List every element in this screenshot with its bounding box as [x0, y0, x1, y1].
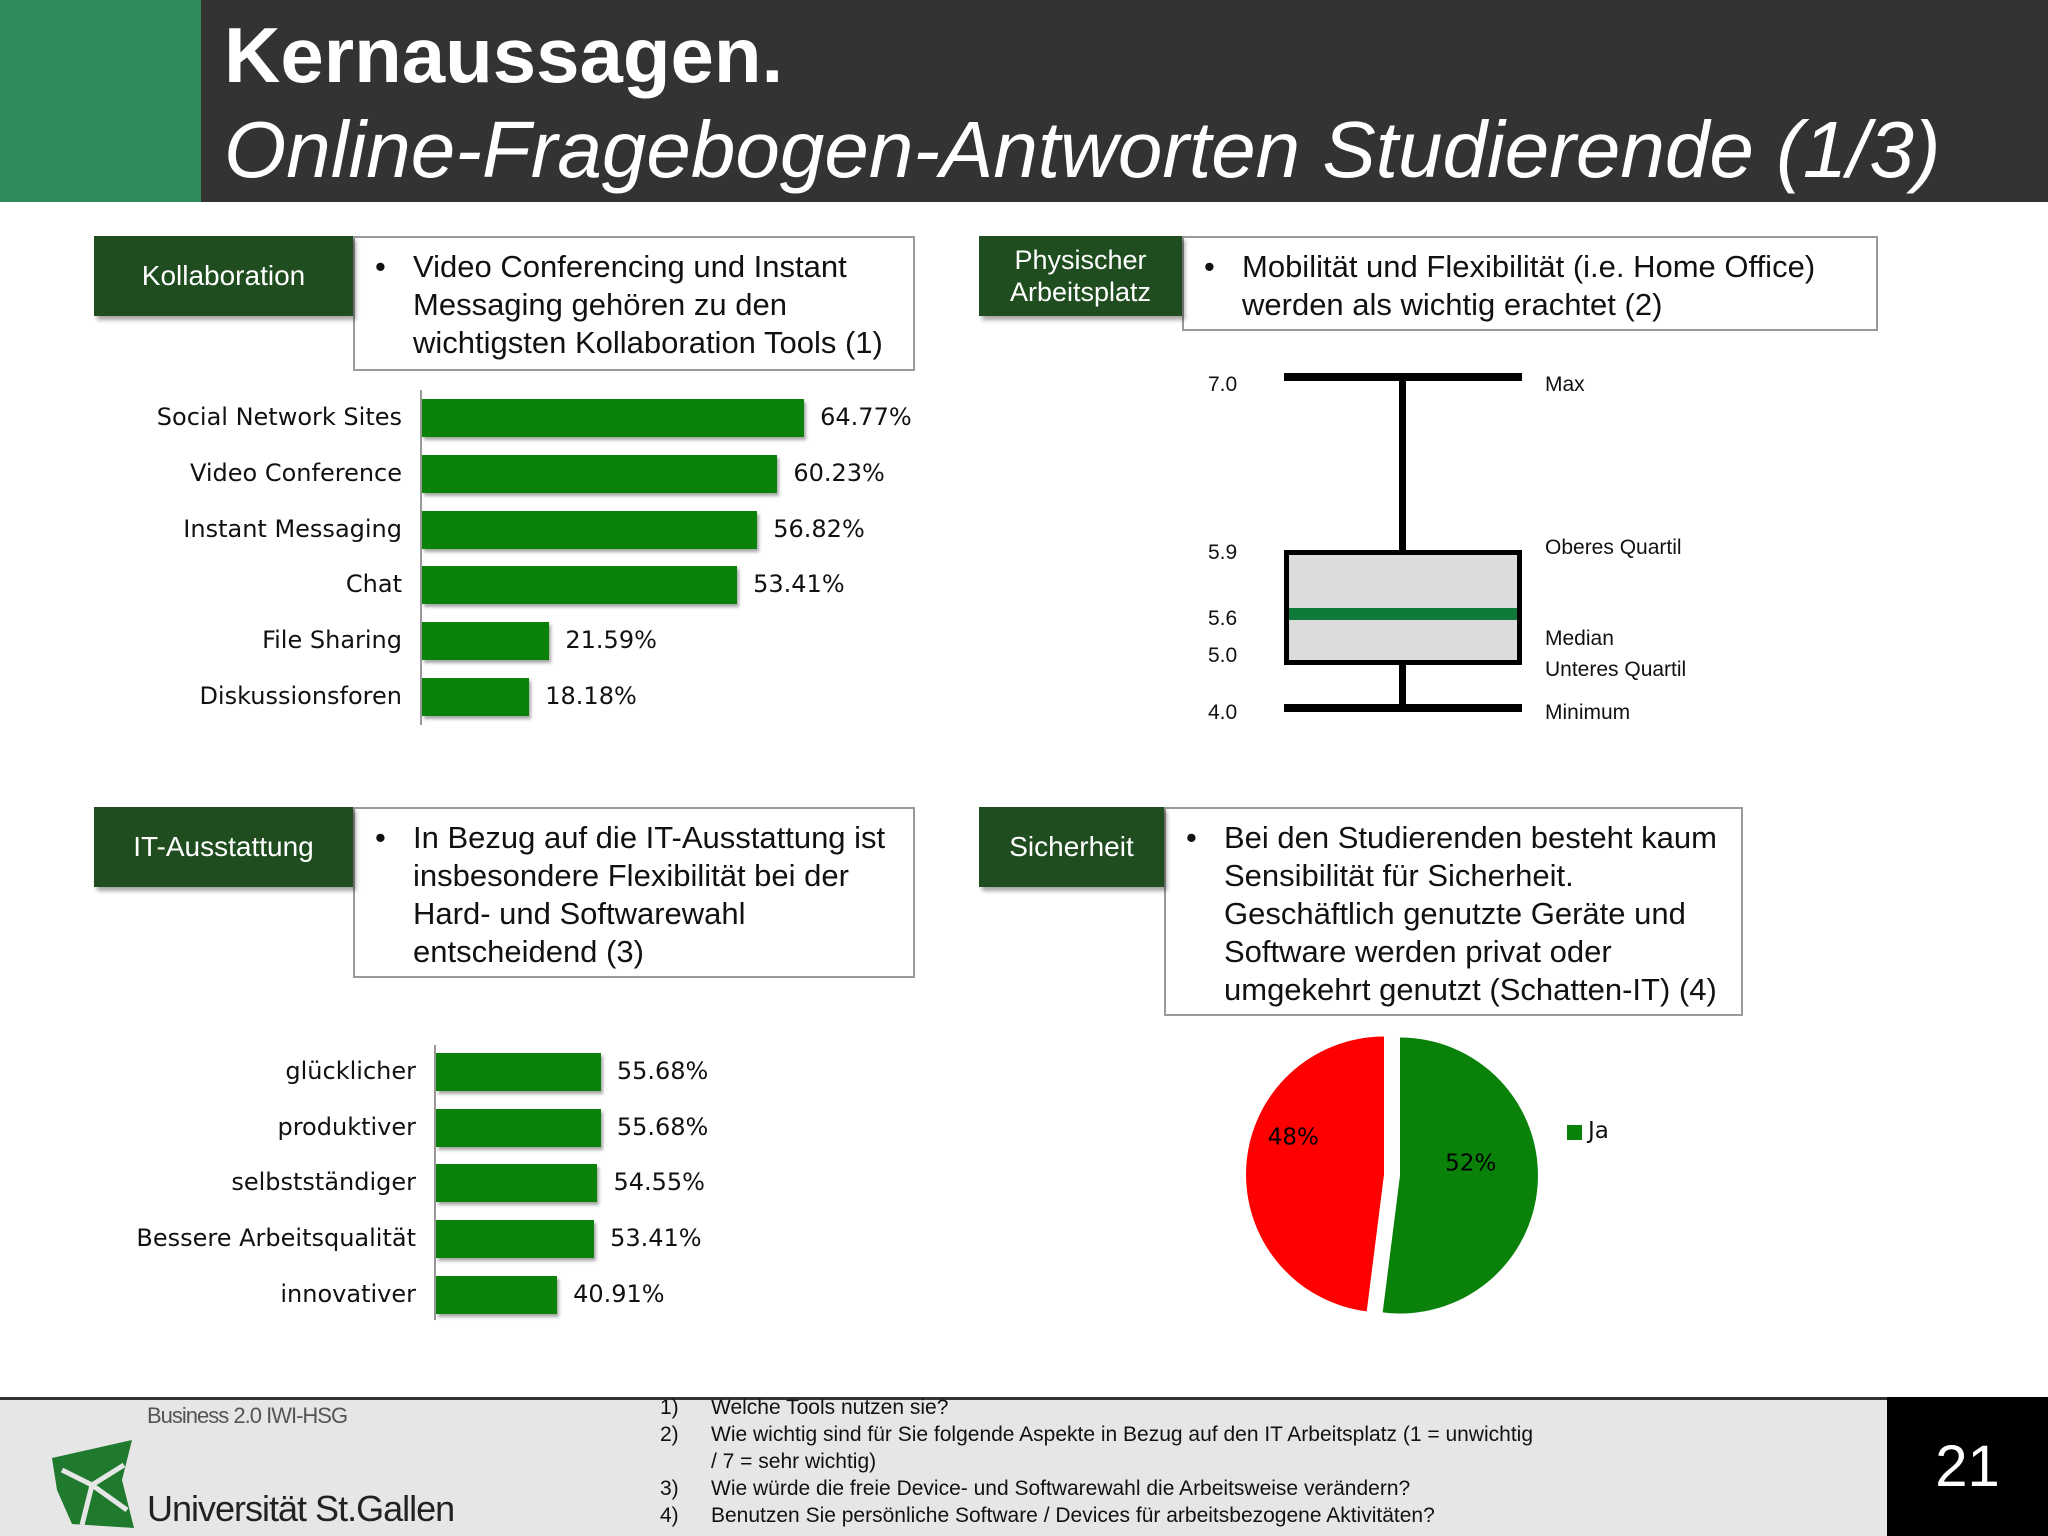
data-label: 53.41% — [610, 1224, 702, 1253]
page-subtitle: Online-Fragebogen-Antworten Studierende (1/3) — [224, 105, 1941, 194]
it-text: In Bezug auf die IT-Ausstattung ist insbesondere Flexibilität bei der Hard- und Softwarewahl entscheidend (3) — [413, 820, 886, 969]
bullet: • — [1204, 249, 1215, 284]
page-title: Kernaussagen. — [224, 11, 784, 99]
question-number: 3) — [660, 1477, 679, 1500]
boxplot-min-cap — [1284, 704, 1522, 712]
it-label: IT-Ausstattung — [94, 807, 353, 887]
sicherheit-label: Sicherheit — [979, 807, 1164, 887]
category-label: Chat — [345, 570, 402, 599]
footer-question — [660, 1448, 1660, 1475]
tick-label: 5.6 — [1208, 607, 1238, 630]
bar — [422, 566, 737, 604]
kollaboration-textbox — [353, 236, 915, 371]
legend-swatch-ja — [1567, 1125, 1582, 1140]
data-label: 56.82% — [773, 514, 865, 543]
bar — [422, 399, 804, 437]
bullet: • — [375, 249, 386, 284]
arbeitsplatz-text: Mobilität und Flexibilität (i.e. Home Office) werden als wichtig erachtet (2) — [1242, 249, 1816, 322]
tick-label: 4.0 — [1208, 701, 1238, 724]
header-accent — [0, 0, 201, 202]
pie-slice — [1246, 1036, 1384, 1311]
footer-questions — [660, 1394, 1660, 1529]
data-label: 18.18% — [545, 682, 637, 710]
slice-label: 48% — [1267, 1124, 1319, 1151]
legend-label-ja: Ja — [1588, 1118, 1609, 1144]
category-label: Diskussionsforen — [199, 682, 402, 710]
bullet: • — [375, 820, 386, 855]
boxplot-upper-whisker — [1399, 377, 1406, 552]
data-label: 60.23% — [793, 458, 885, 487]
tick-label: 7.0 — [1208, 373, 1238, 396]
annotation: Oberes Quartil — [1545, 536, 1682, 559]
data-label: 55.68% — [616, 1057, 709, 1085]
bar — [422, 455, 777, 493]
boxplot-lower-whisker — [1399, 663, 1406, 708]
chart-axis — [420, 390, 422, 725]
bar — [436, 1164, 597, 1202]
question-number: 1) — [660, 1396, 679, 1419]
arbeitsplatz-textbox — [1182, 236, 1878, 331]
data-label: 53.41% — [753, 570, 845, 599]
footer-brand: Business 2.0 IWI-HSG — [147, 1403, 348, 1428]
question-number: 2) — [660, 1423, 679, 1446]
sicherheit-text: Bei den Studierenden besteht kaum Sensibilität für Sicherheit. Geschäftlich genutzte Geräte und Software werden privat oder umgekehrt genutzt (Schatten-IT) (4) — [1224, 820, 1717, 1007]
data-label: 40.91% — [573, 1279, 665, 1308]
data-label: 55.68% — [616, 1112, 709, 1141]
data-label: 54.55% — [613, 1168, 705, 1197]
page-number: 21 — [1887, 1397, 2048, 1536]
bar — [436, 1220, 594, 1258]
annotation: Max — [1545, 373, 1585, 396]
data-label: 21.59% — [565, 626, 657, 655]
question-text: Wie würde die freie Device- und Softwarewahl die Arbeitsweise verändern? — [711, 1477, 1411, 1500]
category-label: Video Conference — [189, 458, 402, 487]
kollaboration-label: Kollaboration — [94, 236, 353, 316]
question-text: Benutzen Sie persönliche Software / Devices für arbeitsbezogene Aktivitäten? — [711, 1504, 1435, 1527]
kollaboration-text: Video Conferencing und Instant Messaging gehören zu den wichtigsten Kollaboration Tools (1) — [413, 249, 883, 360]
bar — [436, 1109, 601, 1147]
question-text: Wie wichtig sind für Sie folgende Aspekte in Bezug auf den IT Arbeitsplatz (1 = unwichtig — [711, 1423, 1533, 1446]
category-label: File Sharing — [262, 626, 402, 655]
category-label: Social Network Sites — [156, 403, 402, 431]
category-label: innovativer — [280, 1279, 416, 1308]
hsg-logo-icon — [52, 1440, 134, 1530]
sicherheit-textbox — [1164, 807, 1743, 1016]
annotation: Minimum — [1545, 701, 1631, 724]
footer-question — [660, 1502, 1660, 1529]
bar — [422, 678, 529, 716]
annotation: Median — [1545, 627, 1614, 650]
slice-label: 52% — [1445, 1150, 1497, 1177]
boxplot-median — [1289, 608, 1517, 620]
bar — [436, 1276, 557, 1314]
bullet: • — [1186, 820, 1197, 855]
annotation: Unteres Quartil — [1545, 658, 1687, 681]
bar — [422, 622, 549, 660]
question-text: / 7 = sehr wichtig) — [711, 1450, 877, 1473]
arbeitsplatz-label: Physischer Arbeitsplatz — [979, 236, 1182, 316]
category-label: glücklicher — [285, 1057, 416, 1085]
bar — [436, 1053, 601, 1091]
question-number — [660, 1448, 711, 1475]
pie-chart — [1230, 1030, 1680, 1330]
footer-question — [660, 1394, 1660, 1421]
category-label: produktiver — [277, 1112, 416, 1141]
tick-label: 5.9 — [1208, 541, 1238, 564]
category-label: Instant Messaging — [183, 514, 402, 543]
data-label: 64.77% — [820, 403, 912, 431]
footer-question — [660, 1475, 1660, 1502]
category-label: Bessere Arbeitsqualität — [136, 1224, 416, 1253]
footer-university: Universität St.Gallen — [147, 1488, 455, 1529]
question-text: Welche Tools nutzen sie? — [711, 1396, 949, 1419]
it-textbox — [353, 807, 915, 978]
category-label: selbstständiger — [231, 1168, 416, 1197]
bar — [422, 511, 757, 549]
footer-question — [660, 1421, 1660, 1448]
tick-label: 5.0 — [1208, 644, 1238, 667]
question-number: 4) — [660, 1504, 679, 1527]
